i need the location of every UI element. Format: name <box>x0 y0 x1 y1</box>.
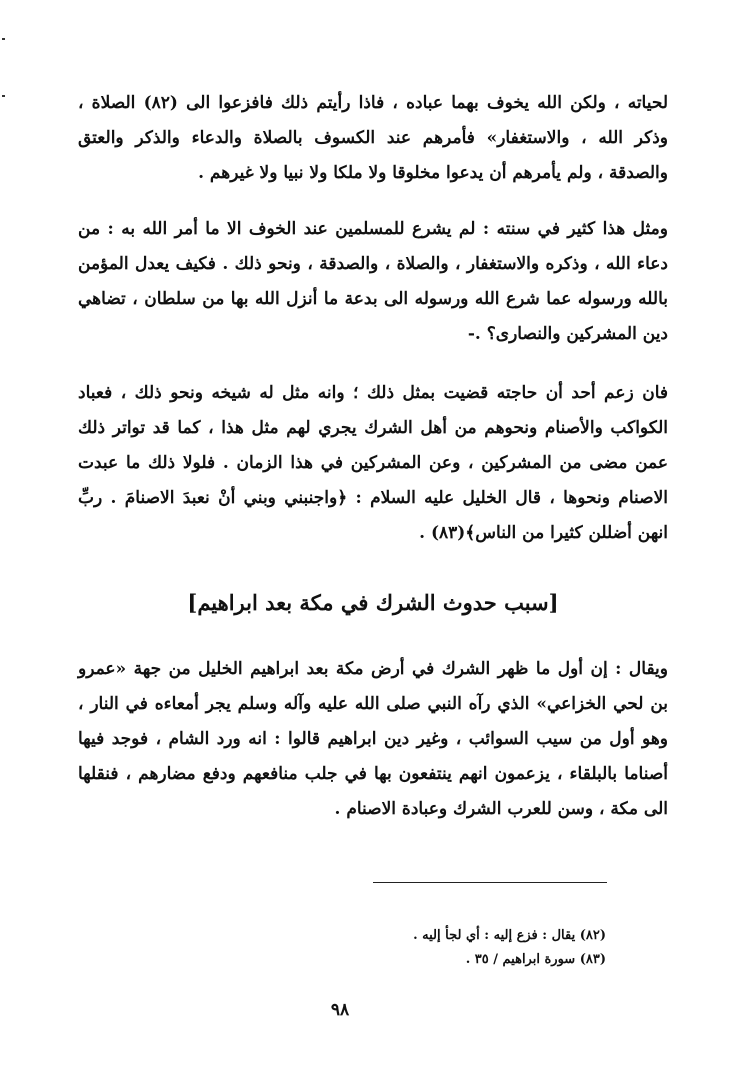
body-paragraph <box>78 86 668 191</box>
paragraph-text: ومثل هذا كثير في سنته : لم يشرع للمسلمين عند الخوف الا ما أمر الله به : من دعاء الله ، وذكره والاستغفار ، والصلاة ، والصدقة ، ونحو ذلك . فكيف يعدل المؤمن بالله ورسوله عما شرع الله ورسوله الى بدعة ما أنزل الله بها من سلطان ، تضاهي دين المشركين والنصارى؟ .- <box>78 219 668 344</box>
paragraph-text: لحياته ، ولكن الله يخوف بهما عباده ، فاذا رأيتم ذلك فافزعوا الى (٨٢) الصلاة ، وذكر الله ، والاستغفار» فأمرهم عند الكسوف بالصلاة والدعاء والذكر والعتق والصدقة ، ولم يأمرهم أن يدعوا مخلوقا ولا ملكا ولا نبيا ولا غيرهم . <box>78 93 669 183</box>
body-paragraph <box>78 652 668 827</box>
edge-mark <box>2 95 5 97</box>
footnotes <box>200 924 606 972</box>
paragraph-text: ويقال : إن أول ما ظهر الشرك في أرض مكة بعد ابراهيم الخليل من جهة «عمرو بن لحي الخزاعي» الذي رآه النبي صلى الله عليه وآله وسلم يجر أمعاءه في النار ، وهو أول من سيب السوائب ، وغير دين ابراهيم قالوا : انه ورد الشام ، فوجد فيها أصناما بالبلقاء ، يزعمون انهم ينتفعون بها في جلب منافعهم ودفع مضارهم ، فنقلها الى مكة ، وسن للعرب الشرك وعبادة الاصنام . <box>78 659 668 819</box>
section-heading: [سبب حدوث الشرك في مكة بعد ابراهيم] <box>187 590 559 615</box>
paragraph-text: فان زعم أحد أن حاجته قضيت بمثل ذلك ؛ وانه مثل له شيخه ونحو ذلك ، فعباد الكواكب والأصنام ونحوهم من أهل الشرك يجري لهم مثل هذا ، كما قد تواتر ذلك عمن مضى من المشركين ، وعن المشركين في هذا الزمان . فلولا ذلك ما عبدت الاصنام ونحوها ، قال الخليل عليه السلام : ﴿واجنبني وبني أنْ نعبدَ الاصنامَ . ربِّ انهن أضللن كثيرا من الناس﴾(٨٣) . <box>78 383 668 543</box>
body-paragraph <box>78 212 668 352</box>
edge-mark <box>2 38 5 40</box>
footnote: (٨٣) سورة ابراهيم / ٣٥ . <box>465 952 606 967</box>
page-number: ٩٨ <box>330 1000 350 1020</box>
footnote-divider <box>373 882 607 883</box>
body-paragraph <box>78 376 668 551</box>
footnote: (٨٢) يقال : فزع إليه : أي لجأ إليه . <box>413 928 606 943</box>
